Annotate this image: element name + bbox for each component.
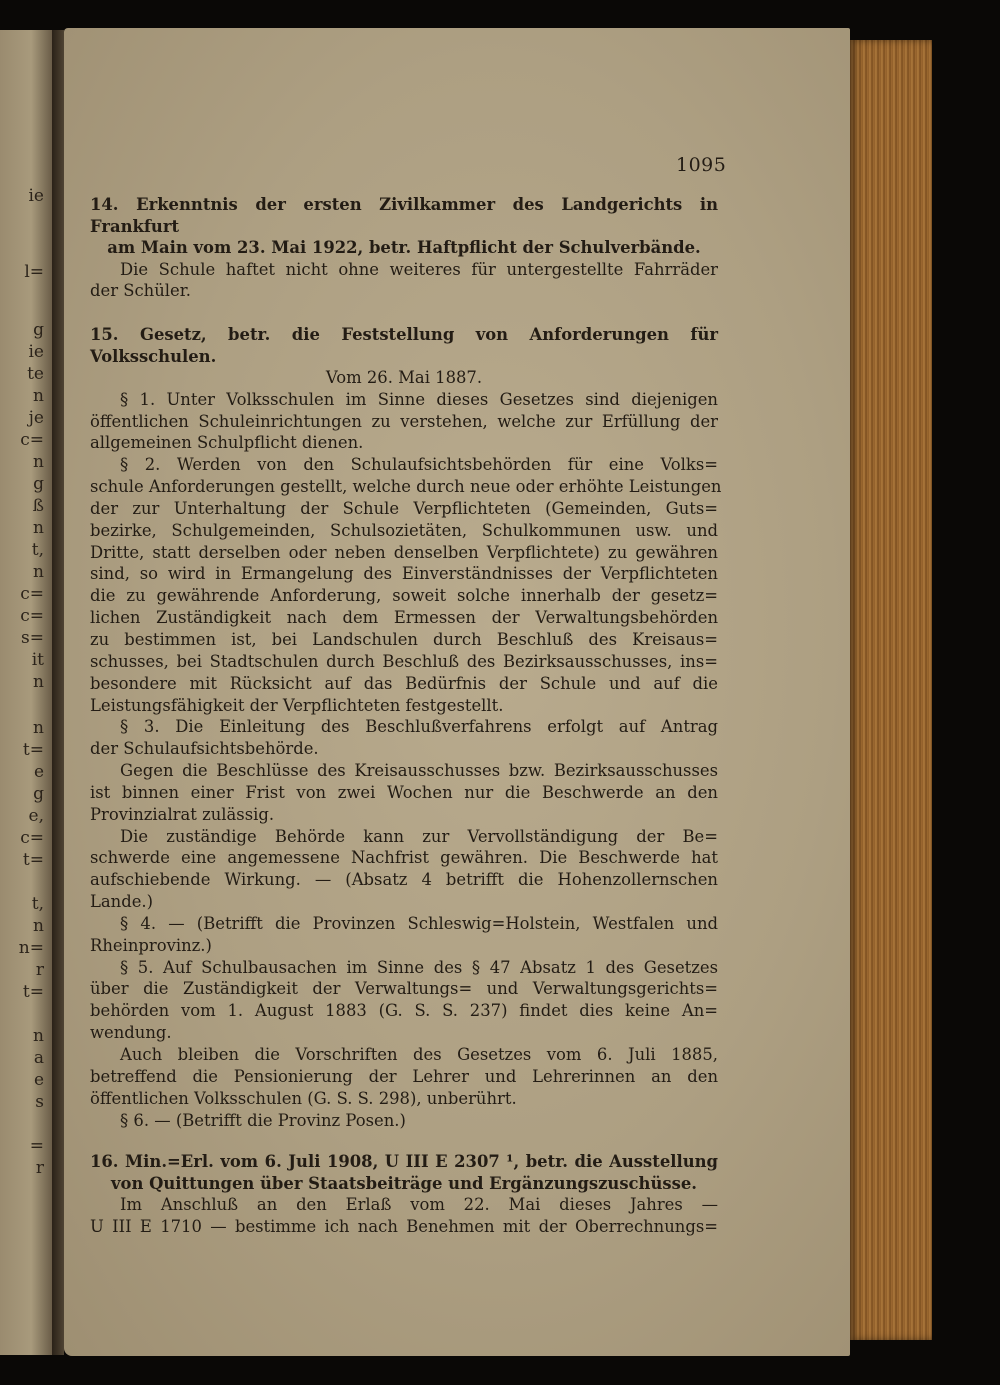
margin-fragment: n <box>33 672 44 692</box>
margin-fragment: t= <box>22 850 44 870</box>
margin-fragment: je <box>28 408 44 428</box>
body-line: sind, so wird in Ermangelung des Einverständnisses der Verpflichteten <box>90 564 718 584</box>
body-line: die zu gewährende Anforderung, soweit solche innerhalb der gesetz= <box>90 586 718 606</box>
body-line: aufschiebende Wirkung. — (Absatz 4 betrifft die Hohenzollernschen <box>90 870 718 890</box>
body-line: der zur Unterhaltung der Schule Verpflichteten (Gemeinden, Guts= <box>90 498 718 518</box>
margin-fragment: e, <box>28 806 44 826</box>
book-gutter <box>52 30 64 1355</box>
margin-fragment: n <box>33 452 44 472</box>
margin-fragment: s= <box>21 628 44 648</box>
body-line: zu bestimmen ist, bei Landschulen durch Beschluß des Kreisaus= <box>90 629 718 649</box>
page-number: 1095 <box>676 154 727 176</box>
section-15 <box>90 324 722 1131</box>
body-line: Provinzialrat zulässig. <box>90 804 275 824</box>
margin-fragment: n <box>33 916 44 936</box>
page-block-edge <box>850 40 932 1340</box>
margin-fragment: s <box>35 1092 44 1112</box>
section-14 <box>90 194 718 302</box>
margin-fragment: g <box>33 784 44 804</box>
margin-fragment: g <box>33 320 44 340</box>
body-line: der Schulaufsichtsbehörde. <box>90 739 319 759</box>
margin-fragment: n= <box>18 938 44 958</box>
body-line: U III E 1710 — bestimme ich nach Benehmen mit der Oberrechnungs= <box>90 1217 718 1237</box>
body-line: § 6. — (Betrifft die Provinz Posen.) <box>120 1110 406 1130</box>
body-line: Im Anschluß an den Erlaß vom 22. Mai dieses Jahres — <box>120 1195 718 1215</box>
body-line: öffentlichen Schuleinrichtungen zu verstehen, welche zur Erfüllung der <box>90 411 718 431</box>
section-date-line: Vom 26. Mai 1887. <box>325 368 483 388</box>
body-line: Die Schule haftet nicht ohne weiteres für untergestellte Fahrräder <box>120 259 718 279</box>
body-line: § 2. Werden von den Schulaufsichtsbehörden für eine Volks= <box>120 455 718 475</box>
body-line: schusses, bei Stadtschulen durch Beschluß des Bezirksausschusses, ins= <box>90 651 718 671</box>
body-line: lichen Zuständigkeit nach dem Ermessen der Verwaltungsbehörden <box>90 608 718 628</box>
body-line: § 1. Unter Volksschulen im Sinne dieses Gesetzes sind diejenigen <box>120 389 718 409</box>
body-line: behörden vom 1. August 1883 (G. S. S. 237) findet dies keine An= <box>90 1001 718 1021</box>
margin-fragment: r <box>35 1158 44 1178</box>
section-heading-line: 15. Gesetz, betr. die Feststellung von Anforderungen für Volksschulen. <box>90 325 718 366</box>
margin-fragment: g <box>33 474 44 494</box>
section-heading-line: 14. Erkenntnis der ersten Zivilkammer des Landgerichts in Frankfurt <box>90 195 718 236</box>
body-line: Dritte, statt derselben oder neben denselben Verpflichtete) zu gewähren <box>90 542 718 562</box>
section-16 <box>90 1151 718 1238</box>
body-line: schule Anforderungen gestellt, welche durch neue oder erhöhte Leistungen <box>90 477 722 497</box>
margin-fragment: n <box>33 1026 44 1046</box>
margin-fragment: t= <box>22 740 44 760</box>
margin-fragment: ie <box>28 342 44 362</box>
section-heading-line: am Main vom 23. Mai 1922, betr. Haftpflicht der Schulverbände. <box>107 238 701 257</box>
body-line: besondere mit Rücksicht auf das Bedürfnis der Schule und auf die <box>90 673 718 693</box>
margin-fragment: l= <box>24 262 44 282</box>
margin-fragment: e <box>33 1070 44 1090</box>
body-line: Die zuständige Behörde kann zur Vervollständigung der Be= <box>120 826 718 846</box>
body-line: Rheinprovinz.) <box>90 935 212 955</box>
facing-page-edge <box>0 30 52 1355</box>
body-line: Auch bleiben die Vorschriften des Gesetzes vom 6. Juli 1885, <box>120 1045 718 1064</box>
margin-fragment: c= <box>20 584 44 604</box>
margin-fragment: ß <box>32 496 44 516</box>
margin-fragment: c= <box>20 606 44 626</box>
margin-fragment: r <box>35 960 44 980</box>
margin-fragment: t= <box>22 982 44 1002</box>
body-line: betreffend die Pensionierung der Lehrer und Lehrerinnen an den <box>90 1066 718 1086</box>
section-heading-line: von Quittungen über Staatsbeiträge und Ergänzungszuschüsse. <box>111 1173 697 1193</box>
body-line: § 5. Auf Schulbausachen im Sinne des § 47 Absatz 1 des Gesetzes <box>120 957 718 977</box>
body-line: allgemeinen Schulpflicht dienen. <box>90 433 364 453</box>
margin-fragment: a <box>33 1048 44 1068</box>
body-line: wendung. <box>90 1023 172 1043</box>
margin-fragment: n <box>33 562 44 582</box>
margin-fragment: c= <box>20 828 44 848</box>
body-line: der Schüler. <box>90 281 191 301</box>
margin-fragment: = <box>29 1136 44 1156</box>
body-line: schwerde eine angemessene Nachfrist gewähren. Die Beschwerde hat <box>90 848 718 868</box>
margin-fragment: ie <box>28 186 44 206</box>
margin-fragment: it <box>31 650 44 670</box>
body-line: öffentlichen Volksschulen (G. S. S. 298), unberührt. <box>90 1088 517 1108</box>
margin-fragment: te <box>27 364 44 384</box>
page-text <box>90 150 722 1238</box>
body-line: Lande.) <box>90 892 154 912</box>
margin-fragment: n <box>33 518 44 538</box>
section-heading-line: 16. Min.=Erl. vom 6. Juli 1908, U III E 2307 ¹, betr. die Ausstellung <box>90 1152 718 1172</box>
margin-fragment: n <box>33 718 44 738</box>
margin-fragment: e <box>33 762 44 782</box>
body-line: Leistungsfähigkeit der Verpflichteten festgestellt. <box>90 695 504 715</box>
margin-fragment: t, <box>31 894 44 914</box>
body-line: über die Zuständigkeit der Verwaltungs= und Verwaltungsgerichts= <box>90 979 718 999</box>
body-line: ist binnen einer Frist von zwei Wochen nur die Beschwerde an den <box>90 782 718 802</box>
body-line: § 4. — (Betrifft die Provinzen Schleswig=Holstein, Westfalen und <box>120 913 718 933</box>
margin-fragment: n <box>33 386 44 406</box>
body-line: bezirke, Schulgemeinden, Schulsozietäten, Schulkommunen usw. und <box>90 520 718 540</box>
body-line: Gegen die Beschlüsse des Kreisausschusses bzw. Bezirksausschusses <box>120 761 718 781</box>
margin-fragment: t, <box>31 540 44 560</box>
body-line: § 3. Die Einleitung des Beschlußverfahrens erfolgt auf Antrag <box>120 717 718 737</box>
margin-fragment: c= <box>20 430 44 450</box>
